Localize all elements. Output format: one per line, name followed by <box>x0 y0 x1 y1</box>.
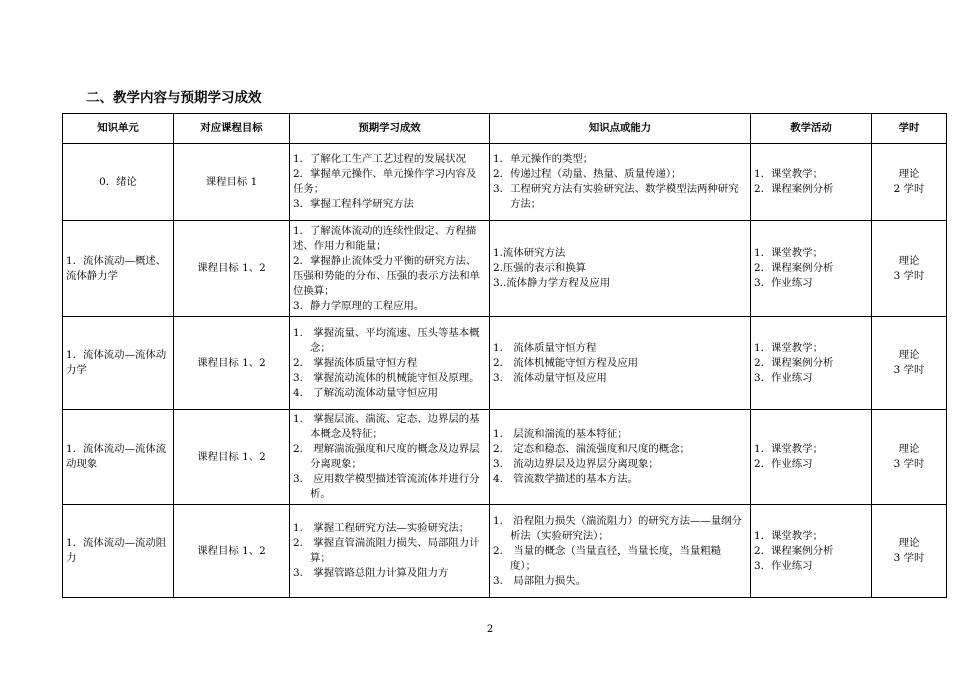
hours-line: 理论 <box>898 443 920 455</box>
activities-line: 2．作业练习 <box>754 458 813 470</box>
goal-text: 课程目标 1、2 <box>197 262 266 274</box>
activities-line: 1．课堂教学； <box>754 529 823 542</box>
outcomes-cell <box>290 317 490 410</box>
col-header-goal: 对应课程目标 <box>174 114 290 144</box>
activities-line: 1．课堂教学； <box>754 443 823 455</box>
unit-text: 1．流体流动—流动阻力 <box>66 537 167 564</box>
knowledge-line: 1. 沿程阻力损失（湍流阻力）的研究方法——量纲分析法（实验研究法）； <box>493 514 742 542</box>
col-header-outcomes: 预期学习成效 <box>290 114 490 144</box>
knowledge-line: 2．传递过程（动量、热量、质量传递）； <box>493 168 682 180</box>
activities-cell <box>751 144 872 221</box>
activities-cell <box>751 221 872 317</box>
unit-text: 1．流体流动—流体动力学 <box>66 349 167 376</box>
outcomes-line: 1. 掌握流量、平均流速、压头等基本概念； <box>293 326 480 354</box>
activities-line: 1．课堂教学； <box>754 168 823 180</box>
activities-line: 3．作业练习 <box>754 277 813 289</box>
hours-cell <box>872 410 947 505</box>
activities-line: 3．作业练习 <box>754 371 813 384</box>
goal-cell <box>174 221 290 317</box>
activities-line: 1．课堂教学； <box>754 247 823 259</box>
activities-line: 2．课程案例分析 <box>754 183 834 195</box>
knowledge-line: 2. 当量的概念（当量直径，当量长度，当量粗糙度）； <box>493 544 722 572</box>
activities-cell <box>751 410 872 505</box>
hours-line: 理论 <box>898 254 920 267</box>
outcomes-line: 1. 掌握层流、湍流、定态、边界层的基本概念及特征； <box>293 413 480 440</box>
knowledge-line: 1．单元操作的类型； <box>493 153 594 165</box>
activities-line: 3．作业练习 <box>754 559 813 572</box>
goal-text: 课程目标 1、2 <box>197 450 266 463</box>
outcomes-line: 3．静力学原理的工程应用。 <box>293 299 425 312</box>
knowledge-line: 2.压强的表示和换算 <box>493 262 587 274</box>
hours-cell <box>872 221 947 317</box>
outcomes-line: 1．了解流体流动的连续性假定、方程描述、作用力和能量； <box>293 224 477 252</box>
outcomes-line: 2. 理解湍流强度和尺度的概念及边界层分离现象； <box>293 443 480 470</box>
knowledge-line: 3. 流体动量守恒及应用 <box>493 371 607 384</box>
outcomes-line: 4. 了解流动流体动量守恒应用 <box>293 386 438 399</box>
unit-cell <box>63 505 174 598</box>
goal-cell <box>174 410 290 505</box>
knowledge-cell <box>490 317 751 410</box>
activities-line: 2．课程案例分析 <box>754 262 834 274</box>
hours-line: 2 学时 <box>893 183 925 195</box>
hours-cell <box>872 505 947 598</box>
col-header-unit: 知识单元 <box>63 114 174 144</box>
hours-line: 3 学时 <box>893 364 925 376</box>
outcomes-cell <box>290 221 490 317</box>
knowledge-cell <box>490 505 751 598</box>
unit-cell <box>63 144 174 221</box>
goal-text: 课程目标 1 <box>205 175 258 188</box>
outcomes-line: 1. 掌握工程研究方法—实验研究法； <box>293 522 470 534</box>
knowledge-line: 3. 流动边界层及边界层分离现象； <box>493 458 659 470</box>
knowledge-cell <box>490 221 751 317</box>
outcomes-cell <box>290 410 490 505</box>
activities-line: 2．课程案例分析 <box>754 356 834 369</box>
hours-line: 理论 <box>898 349 920 361</box>
outcomes-line: 3．掌握工程科学研究方法 <box>293 198 414 210</box>
table-row <box>63 317 947 410</box>
knowledge-line: 3..流体静力学方程及应用 <box>493 277 611 289</box>
activities-cell <box>751 505 872 598</box>
outcomes-line: 2．掌握静止流体受力平衡的研究方法、压强和势能的分布、压强的表示方法和单位换算； <box>293 254 481 297</box>
table-row <box>63 410 947 505</box>
goal-cell <box>174 317 290 410</box>
knowledge-line: 2. 定态和稳态、湍流强度和尺度的概念； <box>493 443 690 455</box>
knowledge-line: 3. 局部阻力损失。 <box>493 574 587 587</box>
knowledge-line: 3．工程研究方法有实验研究法、数学模型法两种研究方法； <box>493 183 739 210</box>
goal-cell <box>174 505 290 598</box>
hours-cell <box>872 144 947 221</box>
knowledge-cell <box>490 410 751 505</box>
content-table <box>62 113 947 598</box>
col-header-activities: 教学活动 <box>751 114 872 144</box>
goal-text: 课程目标 1、2 <box>197 356 266 369</box>
knowledge-line: 4. 管流数学描述的基本方法。 <box>493 473 638 485</box>
outcomes-line: 2．掌握单元操作、单元操作学习内容及任务； <box>293 168 477 195</box>
unit-cell <box>63 410 174 505</box>
knowledge-line: 2. 流体机械能守恒方程及应用 <box>493 356 638 369</box>
unit-text: 1．流体流动—流体流动现象 <box>66 443 167 470</box>
unit-text: 0．绪论 <box>99 175 137 188</box>
outcomes-cell <box>290 144 490 221</box>
outcomes-line: 3. 应用数学模型描述管流流体并进行分析。 <box>293 473 480 500</box>
hours-line: 理论 <box>898 168 920 180</box>
knowledge-line: 1. 流体质量守恒方程 <box>493 341 597 354</box>
outcomes-line: 2. 掌握直管湍流阻力损失、局部阻力计算； <box>293 537 480 564</box>
hours-line: 理论 <box>898 537 920 549</box>
hours-line: 3 学时 <box>893 552 925 564</box>
col-header-knowledge: 知识点或能力 <box>490 114 751 144</box>
knowledge-line: 1.流体研究方法 <box>493 247 566 259</box>
knowledge-cell <box>490 144 751 221</box>
outcomes-line: 3. 掌握管路总阻力计算及阻力方 <box>293 567 449 579</box>
outcomes-line: 1．了解化工生产工艺过程的发展状况 <box>293 153 466 165</box>
unit-text: 1．流体流动—概述、流体静力学 <box>66 254 167 282</box>
unit-cell <box>63 221 174 317</box>
outcomes-cell <box>290 505 490 598</box>
outcomes-line: 3. 掌握流动流体的机械能守恒及原理。 <box>293 371 480 384</box>
table-row <box>63 221 947 317</box>
hours-cell <box>872 317 947 410</box>
header-row <box>63 114 947 144</box>
table-row <box>63 505 947 598</box>
activities-line: 1．课堂教学； <box>754 341 823 354</box>
activities-cell <box>751 317 872 410</box>
section-title: 二、教学内容与预期学习成效 <box>86 90 262 106</box>
col-header-hours: 学时 <box>872 114 947 144</box>
hours-line: 3 学时 <box>893 269 925 282</box>
hours-line: 3 学时 <box>893 458 925 470</box>
goal-text: 课程目标 1、2 <box>197 544 266 557</box>
outcomes-line: 2. 掌握流体质量守恒方程 <box>293 356 418 369</box>
unit-cell <box>63 317 174 410</box>
knowledge-line: 1. 层流和湍流的基本特征； <box>493 428 628 440</box>
page-number: 2 <box>486 624 494 635</box>
goal-cell <box>174 144 290 221</box>
activities-line: 2．课程案例分析 <box>754 544 834 557</box>
table-row <box>63 144 947 221</box>
